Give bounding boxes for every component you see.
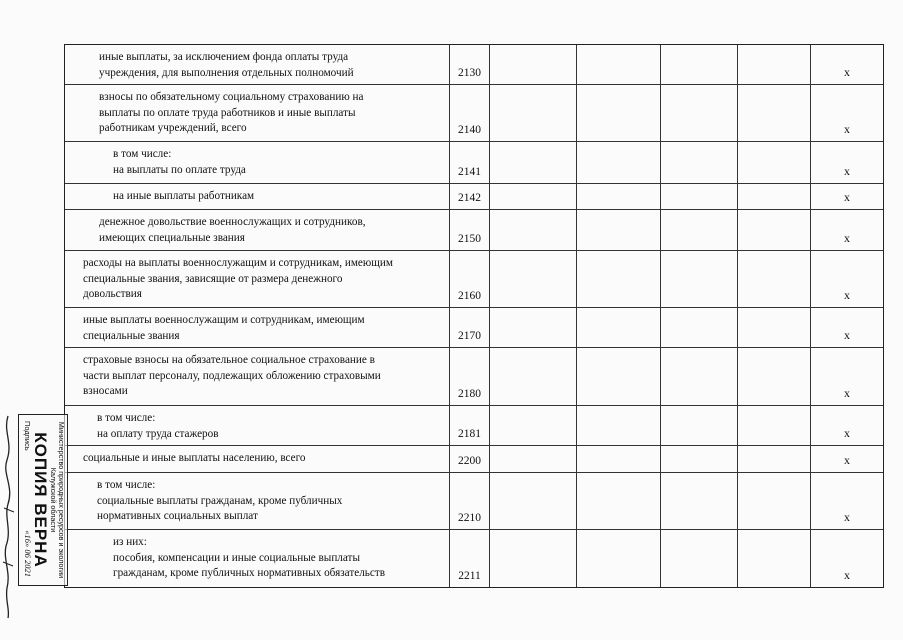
value-cell <box>738 446 811 472</box>
value-cell <box>490 251 577 307</box>
value-cell <box>661 210 738 250</box>
row-code-cell <box>450 446 490 472</box>
row-name-cell <box>65 45 450 84</box>
value-cell <box>811 45 883 84</box>
table-row <box>65 530 883 587</box>
value-cell <box>738 251 811 307</box>
value-cell <box>661 142 738 183</box>
value-cell <box>811 308 883 347</box>
value-cell <box>661 530 738 587</box>
row-code: 2142 <box>458 192 481 204</box>
value-cell <box>661 348 738 405</box>
row-name-cell <box>65 473 450 529</box>
table-row <box>65 210 883 251</box>
table-row <box>65 308 883 348</box>
value-cell <box>661 446 738 472</box>
row-x-mark: x <box>844 65 850 79</box>
row-name-cell <box>65 406 450 445</box>
row-x-mark: x <box>844 122 850 136</box>
value-cell <box>738 308 811 347</box>
value-cell <box>577 308 661 347</box>
value-cell <box>577 473 661 529</box>
value-cell <box>738 348 811 405</box>
value-cell <box>490 406 577 445</box>
value-cell <box>811 210 883 250</box>
row-name: из них: пособия, компенсации и иные социальные выплаты гражданам, кроме публичных нормативных обязательств <box>113 536 386 579</box>
row-code-cell <box>450 473 490 529</box>
value-cell <box>490 473 577 529</box>
row-code-cell <box>450 45 490 84</box>
value-cell <box>811 251 883 307</box>
row-x-mark: x <box>844 231 850 245</box>
row-name: страховые взносы на обязательное социальное страхование в части выплат персоналу, подлежащих обложению страховыми взносами <box>83 354 381 397</box>
value-cell <box>811 406 883 445</box>
value-cell <box>811 184 883 209</box>
row-x-mark: x <box>844 568 850 582</box>
row-name: на иные выплаты работникам <box>113 190 255 202</box>
value-cell <box>738 45 811 84</box>
row-code: 2160 <box>458 290 481 302</box>
row-x-mark: x <box>844 164 850 178</box>
row-x-mark: x <box>844 328 850 342</box>
value-cell <box>811 85 883 141</box>
row-code-cell <box>450 210 490 250</box>
row-x-mark: x <box>844 190 850 204</box>
value-cell <box>490 348 577 405</box>
row-name-cell <box>65 308 450 347</box>
row-x-mark: x <box>844 510 850 524</box>
row-name-cell <box>65 184 450 209</box>
value-cell <box>738 473 811 529</box>
value-cell <box>661 308 738 347</box>
row-code-cell <box>450 184 490 209</box>
row-x-mark: x <box>844 288 850 302</box>
value-cell <box>661 251 738 307</box>
row-code-cell <box>450 530 490 587</box>
row-code: 2180 <box>458 388 481 400</box>
table-row <box>65 406 883 446</box>
value-cell <box>738 406 811 445</box>
value-cell <box>490 142 577 183</box>
row-code-cell <box>450 85 490 141</box>
row-code-cell <box>450 251 490 307</box>
value-cell <box>490 446 577 472</box>
row-name-cell <box>65 251 450 307</box>
row-x-mark: x <box>844 426 850 440</box>
value-cell <box>577 530 661 587</box>
row-x-mark: x <box>844 453 850 467</box>
row-code-cell <box>450 142 490 183</box>
row-name: социальные и иные выплаты населению, всего <box>83 452 306 464</box>
row-name: денежное довольствие военнослужащих и сотрудников, имеющих специальные звания <box>99 216 366 244</box>
value-cell <box>577 85 661 141</box>
stamp-organization: Министерство природных ресурсов и экологии Калужской области <box>49 421 66 579</box>
row-name-cell <box>65 446 450 472</box>
value-cell <box>811 348 883 405</box>
value-cell <box>661 406 738 445</box>
row-code: 2150 <box>458 233 481 245</box>
row-name: в том числе: социальные выплаты гражданам, кроме публичных нормативных социальных выплат <box>97 479 343 522</box>
row-name: в том числе: на оплату труда стажеров <box>97 412 219 440</box>
value-cell <box>661 473 738 529</box>
value-cell <box>577 446 661 472</box>
stamp-title: КОПИЯ ВЕРНА <box>31 432 50 568</box>
value-cell <box>738 530 811 587</box>
table-row <box>65 348 883 406</box>
value-cell <box>490 85 577 141</box>
value-cell <box>738 184 811 209</box>
value-cell <box>577 348 661 405</box>
value-cell <box>577 406 661 445</box>
value-cell <box>811 446 883 472</box>
value-cell <box>577 251 661 307</box>
value-cell <box>738 85 811 141</box>
table-row <box>65 85 883 142</box>
value-cell <box>738 142 811 183</box>
value-cell <box>490 184 577 209</box>
row-name: в том числе: на выплаты по оплате труда <box>113 148 246 176</box>
value-cell <box>577 45 661 84</box>
table-row <box>65 473 883 530</box>
value-cell <box>577 142 661 183</box>
handwritten-signature <box>0 412 18 622</box>
value-cell <box>490 210 577 250</box>
value-cell <box>661 85 738 141</box>
row-code: 2130 <box>458 67 481 79</box>
row-name: расходы на выплаты военнослужащим и сотрудникам, имеющим специальные звания, зависящие от размера денежного довольствия <box>83 257 393 300</box>
stamp-date: «16» 06 2021 <box>23 530 33 577</box>
value-cell <box>661 184 738 209</box>
row-code: 2181 <box>458 428 481 440</box>
row-name: иные выплаты, за исключением фонда оплаты труда учреждения, для выполнения отдельных полномочий <box>99 51 354 79</box>
value-cell <box>738 210 811 250</box>
row-name: взносы по обязательному социальному страхованию на выплаты по оплате труда работников и иные выплаты работникам учреждений, всего <box>99 91 364 134</box>
row-name-cell <box>65 530 450 587</box>
value-cell <box>490 530 577 587</box>
table-row <box>65 184 883 210</box>
row-code-cell <box>450 308 490 347</box>
value-cell <box>490 308 577 347</box>
row-name-cell <box>65 142 450 183</box>
stamp-signature-label: Подпись <box>23 421 32 451</box>
copy-certified-stamp <box>18 414 68 586</box>
row-code: 2140 <box>458 124 481 136</box>
table-row <box>65 142 883 184</box>
table-row <box>65 446 883 473</box>
row-code: 2141 <box>458 166 481 178</box>
row-code-cell <box>450 406 490 445</box>
row-code-cell <box>450 348 490 405</box>
value-cell <box>661 45 738 84</box>
row-name-cell <box>65 85 450 141</box>
row-name-cell <box>65 348 450 405</box>
table-row <box>65 45 883 85</box>
value-cell <box>490 45 577 84</box>
row-code: 2211 <box>458 570 481 582</box>
value-cell <box>811 142 883 183</box>
budget-table <box>64 44 884 588</box>
value-cell <box>811 473 883 529</box>
value-cell <box>577 210 661 250</box>
value-cell <box>577 184 661 209</box>
row-code: 2200 <box>458 455 481 467</box>
value-cell <box>811 530 883 587</box>
table-row <box>65 251 883 308</box>
row-name-cell <box>65 210 450 250</box>
row-code: 2210 <box>458 512 481 524</box>
row-code: 2170 <box>458 330 481 342</box>
row-x-mark: x <box>844 386 850 400</box>
row-name: иные выплаты военнослужащим и сотрудникам, имеющим специальные звания <box>83 314 365 342</box>
